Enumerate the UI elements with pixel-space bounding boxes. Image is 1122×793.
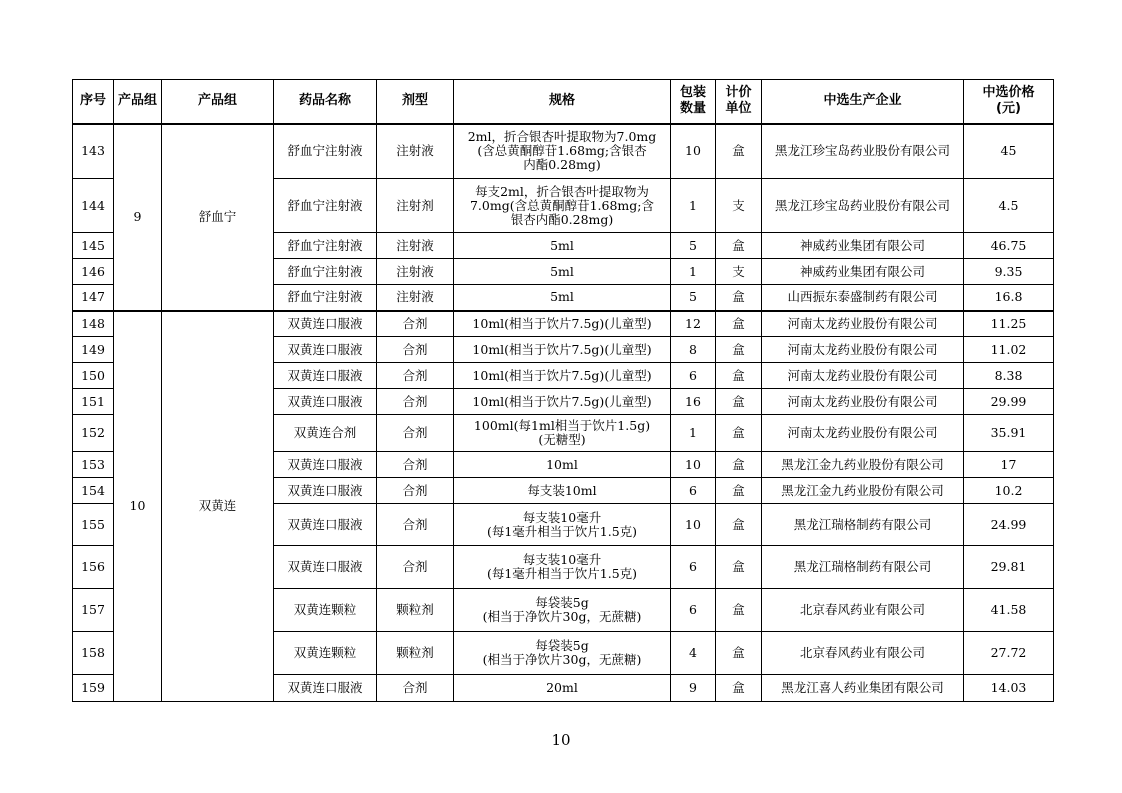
- cell-form: 合剂: [377, 546, 454, 589]
- cell-pack-qty: 5: [671, 233, 716, 259]
- cell-form: 合剂: [377, 415, 454, 452]
- cell-unit: 盒: [716, 389, 762, 415]
- cell-drug-name: 双黄连口服液: [274, 337, 377, 363]
- cell-pack-qty: 12: [671, 311, 716, 337]
- cell-company: 河南太龙药业股份有限公司: [762, 415, 964, 452]
- cell-drug-name: 舒血宁注射液: [274, 285, 377, 311]
- cell-pack-qty: 6: [671, 546, 716, 589]
- cell-price: 45: [964, 124, 1054, 179]
- spec-line: 每袋装5g: [535, 595, 589, 610]
- cell-group-no: 9: [114, 124, 162, 311]
- cell-drug-name: 双黄连口服液: [274, 675, 377, 702]
- spec-line: 7.0mg(含总黄酮醇苷1.68mg;含: [469, 197, 654, 213]
- cell-spec: [454, 337, 671, 363]
- cell-unit: 盒: [716, 452, 762, 478]
- cell-company: 黑龙江瑞格制药有限公司: [762, 504, 964, 546]
- cell-form: 注射液: [377, 285, 454, 311]
- spec-line: 10ml(相当于饮片7.5g)(儿童型): [472, 393, 652, 409]
- cell-form: 注射剂: [377, 179, 454, 233]
- cell-price: 16.8: [964, 285, 1054, 311]
- cell-drug-name: 双黄连口服液: [274, 546, 377, 589]
- cell-unit: 支: [716, 259, 762, 285]
- cell-form: 合剂: [377, 337, 454, 363]
- cell-company: 神威药业集团有限公司: [762, 259, 964, 285]
- cell-drug-name: 舒血宁注射液: [274, 259, 377, 285]
- cell-company: 黑龙江金九药业股份有限公司: [762, 452, 964, 478]
- cell-form: 合剂: [377, 452, 454, 478]
- header-drug-name: 药品名称: [274, 80, 377, 124]
- cell-spec: [454, 478, 671, 504]
- cell-company: 山西振东泰盛制药有限公司: [762, 285, 964, 311]
- cell-spec: [454, 675, 671, 702]
- header-company: 中选生产企业: [762, 80, 964, 124]
- cell-pack-qty: 1: [671, 259, 716, 285]
- cell-price: 24.99: [964, 504, 1054, 546]
- table-row: [73, 311, 1054, 337]
- cell-company: 黑龙江瑞格制药有限公司: [762, 546, 964, 589]
- cell-group-no: 10: [114, 311, 162, 702]
- spec-line: (相当于净饮片30g，无蔗糖): [482, 652, 642, 667]
- cell-pack-qty: 6: [671, 478, 716, 504]
- cell-drug-name: 双黄连口服液: [274, 363, 377, 389]
- cell-unit: 盒: [716, 285, 762, 311]
- cell-unit: 盒: [716, 546, 762, 589]
- cell-drug-name: 舒血宁注射液: [274, 233, 377, 259]
- cell-price: 9.35: [964, 259, 1054, 285]
- cell-pack-qty: 16: [671, 389, 716, 415]
- header-price: 中选价格 (元): [964, 80, 1054, 124]
- cell-price: 29.99: [964, 389, 1054, 415]
- cell-seq: 146: [73, 259, 114, 285]
- cell-pack-qty: 8: [671, 337, 716, 363]
- spec-line: 20ml: [546, 680, 578, 695]
- spec-line: 5ml: [550, 289, 574, 305]
- cell-price: 4.5: [964, 179, 1054, 233]
- cell-spec: [454, 504, 671, 546]
- cell-seq: 159: [73, 675, 114, 702]
- cell-price: 17: [964, 452, 1054, 478]
- cell-company: 北京春风药业有限公司: [762, 632, 964, 675]
- cell-price: 11.25: [964, 311, 1054, 337]
- cell-price: 10.2: [964, 478, 1054, 504]
- cell-seq: 144: [73, 179, 114, 233]
- cell-spec: [454, 452, 671, 478]
- header-row: [73, 80, 1054, 124]
- cell-spec: [454, 363, 671, 389]
- cell-drug-name: 舒血宁注射液: [274, 179, 377, 233]
- cell-spec: [454, 233, 671, 259]
- spec-line: 每袋装5g: [535, 638, 589, 653]
- cell-unit: 盒: [716, 415, 762, 452]
- cell-pack-qty: 10: [671, 504, 716, 546]
- cell-drug-name: 双黄连口服液: [274, 478, 377, 504]
- cell-form: 颗粒剂: [377, 632, 454, 675]
- cell-unit: 盒: [716, 632, 762, 675]
- spec-line: 10ml(相当于饮片7.5g)(儿童型): [472, 367, 652, 383]
- header-group-name: 产品组: [162, 80, 274, 124]
- cell-pack-qty: 10: [671, 124, 716, 179]
- cell-spec: [454, 311, 671, 337]
- cell-unit: 盒: [716, 124, 762, 179]
- cell-unit: 盒: [716, 504, 762, 546]
- cell-pack-qty: 6: [671, 589, 716, 632]
- cell-pack-qty: 5: [671, 285, 716, 311]
- cell-drug-name: 双黄连合剂: [274, 415, 377, 452]
- cell-spec: [454, 415, 671, 452]
- cell-spec: [454, 259, 671, 285]
- cell-company: 黑龙江珍宝岛药业股份有限公司: [762, 124, 964, 179]
- cell-seq: 151: [73, 389, 114, 415]
- table-body: [73, 124, 1054, 702]
- cell-price: 8.38: [964, 363, 1054, 389]
- cell-form: 合剂: [377, 389, 454, 415]
- cell-group-name: 双黄连: [162, 311, 274, 702]
- spec-line: 10ml(相当于饮片7.5g)(儿童型): [472, 341, 652, 357]
- cell-seq: 147: [73, 285, 114, 311]
- spec-line: (无糖型): [538, 432, 586, 447]
- cell-drug-name: 双黄连颗粒: [274, 589, 377, 632]
- cell-pack-qty: 10: [671, 452, 716, 478]
- cell-unit: 盒: [716, 337, 762, 363]
- cell-price: 11.02: [964, 337, 1054, 363]
- cell-form: 注射液: [377, 233, 454, 259]
- cell-seq: 157: [73, 589, 114, 632]
- cell-form: 颗粒剂: [377, 589, 454, 632]
- procurement-table: [72, 79, 1054, 702]
- header-pack-qty: 包装 数量: [671, 80, 716, 124]
- cell-spec: [454, 285, 671, 311]
- cell-pack-qty: 9: [671, 675, 716, 702]
- cell-form: 注射液: [377, 124, 454, 179]
- cell-seq: 149: [73, 337, 114, 363]
- spec-line: 银杏内酯0.28mg): [510, 211, 614, 227]
- spec-line: (含总黄酮醇苷1.68mg;含银杏: [477, 143, 647, 159]
- header-form: 剂型: [377, 80, 454, 124]
- cell-company: 黑龙江金九药业股份有限公司: [762, 478, 964, 504]
- spec-line: 5ml: [550, 263, 574, 279]
- cell-seq: 148: [73, 311, 114, 337]
- spec-line: 每支2ml，折合银杏叶提取物为: [475, 183, 649, 199]
- cell-seq: 158: [73, 632, 114, 675]
- cell-form: 合剂: [377, 504, 454, 546]
- spec-line: (每1毫升相当于饮片1.5克): [486, 566, 638, 581]
- spec-line: 每支装10ml: [527, 482, 597, 498]
- cell-pack-qty: 4: [671, 632, 716, 675]
- cell-drug-name: 双黄连口服液: [274, 311, 377, 337]
- table-row: [73, 124, 1054, 179]
- cell-price: 29.81: [964, 546, 1054, 589]
- cell-company: 神威药业集团有限公司: [762, 233, 964, 259]
- spec-line: 5ml: [550, 237, 574, 253]
- cell-form: 注射液: [377, 259, 454, 285]
- cell-drug-name: 双黄连颗粒: [274, 632, 377, 675]
- cell-unit: 盒: [716, 311, 762, 337]
- cell-form: 合剂: [377, 363, 454, 389]
- cell-price: 27.72: [964, 632, 1054, 675]
- cell-price: 35.91: [964, 415, 1054, 452]
- cell-spec: [454, 389, 671, 415]
- spec-line: 2ml，折合银杏叶提取物为7.0mg: [467, 129, 657, 145]
- cell-form: 合剂: [377, 478, 454, 504]
- cell-seq: 156: [73, 546, 114, 589]
- spec-line: 每支装10毫升: [522, 509, 602, 525]
- cell-unit: 盒: [716, 233, 762, 259]
- cell-company: 黑龙江喜人药业集团有限公司: [762, 675, 964, 702]
- header-group-no: 产品组: [114, 80, 162, 124]
- cell-unit: 盒: [716, 363, 762, 389]
- spec-line: 100ml(每1ml相当于饮片1.5g): [473, 418, 651, 433]
- cell-company: 黑龙江珍宝岛药业股份有限公司: [762, 179, 964, 233]
- cell-spec: [454, 632, 671, 675]
- header-spec: 规格: [454, 80, 671, 124]
- cell-seq: 154: [73, 478, 114, 504]
- cell-drug-name: 舒血宁注射液: [274, 124, 377, 179]
- cell-drug-name: 双黄连口服液: [274, 504, 377, 546]
- header-seq: 序号: [73, 80, 114, 124]
- cell-unit: 支: [716, 179, 762, 233]
- cell-seq: 152: [73, 415, 114, 452]
- cell-seq: 153: [73, 452, 114, 478]
- cell-price: 41.58: [964, 589, 1054, 632]
- spec-line: 每支装10毫升: [522, 552, 602, 567]
- cell-unit: 盒: [716, 478, 762, 504]
- spec-line: 10ml(相当于饮片7.5g)(儿童型): [472, 315, 652, 331]
- cell-price: 14.03: [964, 675, 1054, 702]
- cell-seq: 143: [73, 124, 114, 179]
- cell-spec: [454, 179, 671, 233]
- cell-seq: 150: [73, 363, 114, 389]
- cell-company: 北京春风药业有限公司: [762, 589, 964, 632]
- spec-line: (相当于净饮片30g，无蔗糖): [482, 609, 642, 624]
- page-number: 10: [551, 731, 571, 749]
- header-unit: 计价 单位: [716, 80, 762, 124]
- spec-line: 10ml: [546, 456, 578, 472]
- cell-company: 河南太龙药业股份有限公司: [762, 311, 964, 337]
- cell-pack-qty: 1: [671, 415, 716, 452]
- cell-seq: 145: [73, 233, 114, 259]
- cell-company: 河南太龙药业股份有限公司: [762, 337, 964, 363]
- cell-company: 河南太龙药业股份有限公司: [762, 389, 964, 415]
- cell-seq: 155: [73, 504, 114, 546]
- cell-drug-name: 双黄连口服液: [274, 452, 377, 478]
- spec-line: (每1毫升相当于饮片1.5克): [486, 523, 638, 539]
- cell-unit: 盒: [716, 675, 762, 702]
- cell-price: 46.75: [964, 233, 1054, 259]
- cell-form: 合剂: [377, 675, 454, 702]
- cell-spec: [454, 589, 671, 632]
- cell-company: 河南太龙药业股份有限公司: [762, 363, 964, 389]
- cell-pack-qty: 6: [671, 363, 716, 389]
- spec-line: 内酯0.28mg): [523, 157, 601, 173]
- cell-drug-name: 双黄连口服液: [274, 389, 377, 415]
- cell-pack-qty: 1: [671, 179, 716, 233]
- cell-form: 合剂: [377, 311, 454, 337]
- cell-group-name: 舒血宁: [162, 124, 274, 311]
- cell-spec: [454, 124, 671, 179]
- cell-unit: 盒: [716, 589, 762, 632]
- cell-spec: [454, 546, 671, 589]
